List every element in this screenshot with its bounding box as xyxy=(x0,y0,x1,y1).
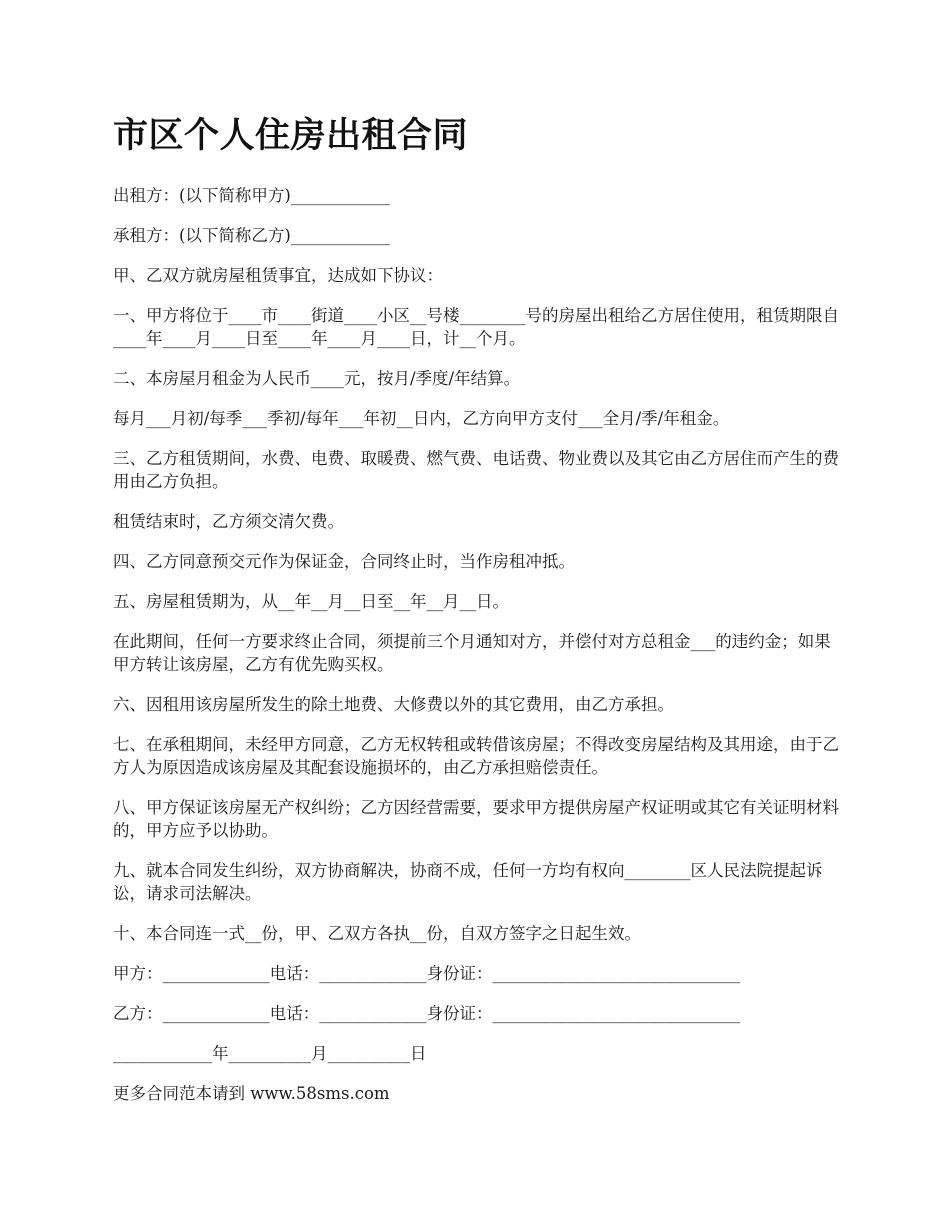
clause-9: 九、就本合同发生纠纷，双方协商解决，协商不成，任何一方均有权向________区人民法院提起诉讼，请求司法解决。 xyxy=(113,861,823,903)
clause-4: 四、乙方同意预交元作为保证金，合同终止时，当作房租冲抵。 xyxy=(113,552,575,571)
footer-note: 更多合同范本请到 www.58sms.com xyxy=(113,1084,390,1103)
clause-6: 六、因租用该房屋所发生的除土地费、大修费以外的其它费用，由乙方承担。 xyxy=(113,695,674,714)
clause-3-settlement: 租赁结束时，乙方须交清欠费。 xyxy=(113,512,344,531)
agreement-intro: 甲、乙双方就房屋租赁事宜，达成如下协议： xyxy=(113,266,443,285)
clause-2: 二、本房屋月租金为人民币____元，按月/季度/年结算。 xyxy=(113,369,521,388)
clause-2-payment: 每月___月初/每季___季初/每年___年初__日内，乙方向甲方支付___全月/季/年租金。 xyxy=(113,409,730,428)
signature-party-a: 甲方：_____________电话：_____________身份证：______________________________ xyxy=(113,964,740,983)
clause-7: 七、在承租期间，未经甲方同意，乙方无权转租或转借该房屋；不得改变房屋结构及其用途，由于乙方人为原因造成该房屋及其配套设施损坏的，由乙方承担赔偿责任。 xyxy=(113,735,839,777)
lessee-line: 承租方：(以下简称乙方)____________ xyxy=(113,226,390,245)
clause-10: 十、本合同连一式__份，甲、乙双方各执__份，自双方签字之日起生效。 xyxy=(113,924,641,943)
clause-3: 三、乙方租赁期间，水费、电费、取暖费、燃气费、电话费、物业费以及其它由乙方居住而产生的费用由乙方负担。 xyxy=(113,449,839,491)
signature-party-b: 乙方：_____________电话：_____________身份证：______________________________ xyxy=(113,1004,740,1023)
document-title: 市区个人住房出租合同 xyxy=(113,115,469,156)
contract-page xyxy=(113,112,843,1122)
signature-date: ____________年__________月__________日 xyxy=(113,1044,427,1063)
clause-5: 五、房屋租赁期为，从__年__月__日至__年__月__日。 xyxy=(113,592,509,611)
clause-8: 八、甲方保证该房屋无产权纠纷；乙方因经营需要，要求甲方提供房屋产权证明或其它有关证明材料的，甲方应予以协助。 xyxy=(113,798,839,840)
clause-1: 一、甲方将位于____市____街道____小区__号楼________号的房屋出租给乙方居住使用，租赁期限自____年____月____日至____年____月____日，计__个月。 xyxy=(113,306,839,348)
clause-5-termination: 在此期间，任何一方要求终止合同，须提前三个月通知对方，并偿付对方总租金___的违约金；如果甲方转让该房屋，乙方有优先购买权。 xyxy=(113,632,831,674)
lessor-line: 出租方：(以下简称甲方)____________ xyxy=(113,186,390,205)
